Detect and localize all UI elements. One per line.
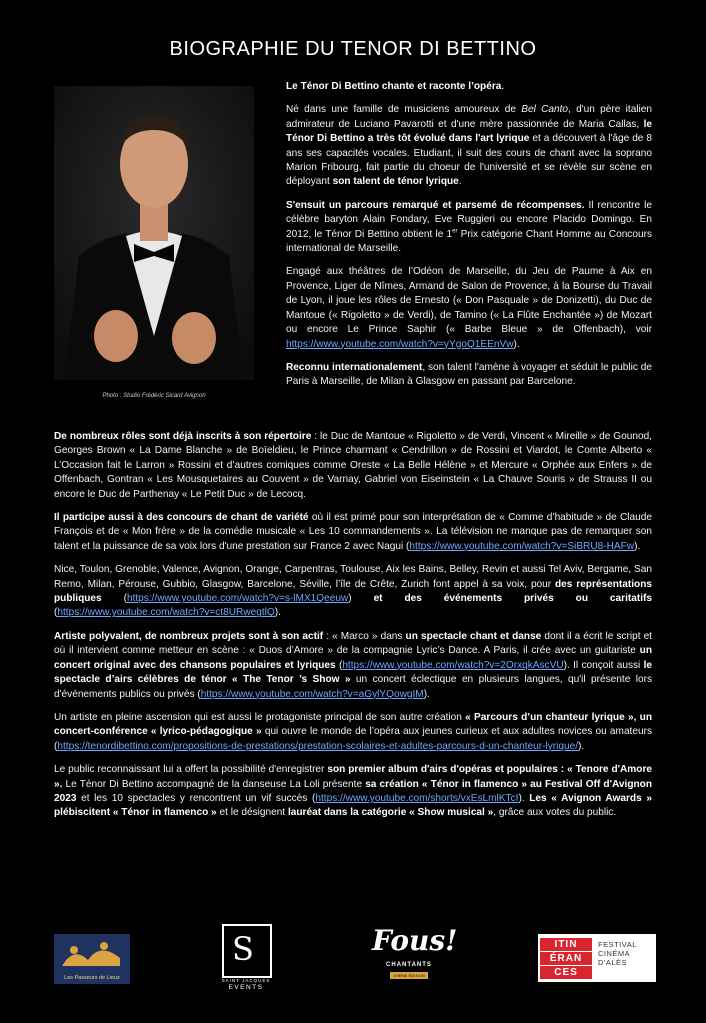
portrait-photo: [54, 86, 254, 380]
intro-paragraph: Le Ténor Di Bettino chante et raconte l’opéra.: [286, 81, 505, 92]
paragraph-theatres: Engagé aux théâtres de l’Odéon de Marseille, du Jeu de Paume à Aix en Provence, Liger de Nîmes, Armand de Salon de Provence, à la Bourse du Travail de Lyon, il joue les rôles de Ernesto (« Don Pasquale » de Donizetti), du Duc de Mantoue (« Rigoletto » de Verdi), de Tamino (« La Flûte Enchantée ») de Mozart ou encore Le Prince Saphir (« Barbe Bleue » de Offenbach), voir https://www.youtube.com/watch?v=yYgoQ1EEnVw).: [286, 266, 652, 350]
page-title: BIOGRAPHIE DU TENOR DI BETTINO: [169, 38, 537, 60]
youtube-link[interactable]: https://www.youtube.com/watch?v=aGylYQowgIM: [200, 688, 424, 700]
youtube-link[interactable]: https://www.youtube.com/watch?v=yYgoQ1EEnVw: [286, 338, 514, 350]
youtube-link[interactable]: https://www.youtube.com/shorts/vxEsLmlKTcI: [315, 792, 519, 804]
sponsor-logos: [0, 920, 706, 1010]
itinerances-festival-logo: ITIN ÉRAN CES FESTIVAL CINÉMA D'ALÈS: [538, 934, 656, 982]
saint-jacques-events-logo: S SAINT JACQUES EVENTS: [214, 924, 278, 990]
paragraph-cities: Nice, Toulon, Grenoble, Valence, Avignon, Orange, Carpentras, Toulouse, Aix les Bains, Belley, Revin et aussi Tel Aviv, Bergame, San Remo, Milan, Pérouse, Gubbio, Glasgow, Barcelone, Séville, l’île de Crête, Zurich font appel à sa voix, pour des représentations publiques (https://www.youtube.com/watch?v=s-lMX1Qeeuw) et des événements privés ou caritatifs (https://www.youtube.com/watch?v=ct8URwegtlQ).: [54, 564, 652, 619]
right-column-text: [286, 80, 652, 399]
paragraph-awards: S'ensuit un parcours remarqué et parsemé de récompenses. Il rencontre le célèbre baryton Alain Fondary, Eve Ruggieri ou encore Placido Domingo. En 2012, le Ténor Di Bettino obtient le 1er Prix catégorie Chant Homme au Concours international de Marseille.: [286, 199, 652, 255]
paragraph-album: Le public reconnaissant lui a offert la possibilité d'enregistrer son premier album d'airs d'opéras et populaires : « Tenore d'Amore ». Le Ténor Di Bettino accompagné de la danseuse La Loli présente sa création « Ténor in flamenco » au Festival Off d'Avignon 2023 et les 10 spectacles y rencontrent un vif succès (https://www.youtube.com/shorts/vxEsLmlKTcI). Les « Avignon Awards » plébiscitent « Ténor in flamenco » et le désignent lauréat dans la catégorie « Show musical », grâce aux votes du public.: [54, 764, 652, 819]
photo-credit: Photo : Studio Frédéric Sicard Avignon: [102, 393, 206, 399]
youtube-link[interactable]: https://www.youtube.com/watch?v=SiBRU8-HAFw: [409, 540, 635, 552]
youtube-link[interactable]: https://www.youtube.com/watch?v=ct8URwegtlQ: [57, 607, 275, 619]
full-width-text: [54, 430, 652, 830]
website-link[interactable]: https://tenordibettino.com/propositions-de-prestations/prestation-scolaires-et-adultes-parcours-d-un-chanteur-lyrique/: [57, 740, 579, 752]
paragraph-creation: Un artiste en pleine ascension qui est aussi le protagoniste principal de son autre création « Parcours d’un chanteur lyrique », un concert-conférence « lyrico-pédagogique » qui ouvre le monde de l’opéra aux jeunes curieux et aux adultes novices ou amateurs (https://tenordibettino.com/propositions-de-prestations/prestation-scolaires-et-adultes-parcours-d-un-chanteur-lyrique/).: [54, 711, 652, 752]
paragraph-repertoire: De nombreux rôles sont déjà inscrits à son répertoire : le Duc de Mantoue « Rigoletto » de Verdi, Vincent « Mireille » de Gounod, Georges Brown « La Dame Blanche » de Boïeldieu, le Prince charmant « Cendrillon » de Rossini et Viardot, le Comte Alberto « L’Occasion fait le Larron » Rossini et d’autres comiques comme Oreste « La Belle Hélène » et Mercure « Orphée aux Enfers » de Offenbach, Gontran « Les Mousquetaires au Couvent » de Varnay, Gabriel von Eiseinstein « La Chauve Souris » de Strauss II ou encore le Duc de Parthenay « Le Petit Duc » de Lecocq.: [54, 431, 652, 500]
intro-text: Le Ténor Di Bettino chante et raconte l’opéra: [286, 81, 502, 92]
fous-chantants-logo: Fous! CHANTANTS XXÈME ÉDITION: [372, 924, 458, 978]
youtube-link[interactable]: https://www.youtube.com/watch?v=s-lMX1Qeeuw: [126, 593, 349, 605]
passeurs-de-lieux-logo: Les Passeurs de Lieux: [54, 934, 130, 984]
paragraph-international: Reconnu internationalement, son talent l'amène à voyager et séduit le public de Paris à Marseille, de Milan à Glasgow en passant par Barcelone.: [286, 361, 653, 388]
paragraph-birth: Né dans une famille de musiciens amoureux de Bel Canto, d'un père italien admirateur de Luciano Pavarotti et d'une mère passionnée de Maria Callas, le Ténor Di Bettino a très tôt évolué dans l'art lyrique et a découvert à l'âge de 8 ans ses capacités vocales. Etudiant, il suit des cours de chant avec la soprano Marion Fribourg, fait partie du choeur de l'université et se révèle sur scène en déployant son talent de ténor lyrique.: [286, 104, 653, 188]
paragraph-projects: Artiste polyvalent, de nombreux projets sont à son actif : « Marco » dans un spectacle chant et danse dont il a écrit le script et où il intervient comme metteur en scène : « Duos d’Amore » de la compagnie Lyric’s Dance. A Paris, il crée avec un guitariste un concert original avec des chansons populaires et lyriques (https://www.youtube.com/watch?v=2OrxqkAscVU). Il conçoit aussi le spectacle d’airs célèbres de ténor « The Tenor ’s Show » un concert éclectique en plusieurs langues, qu'il présente lors d'événements publics ou privés (https://www.youtube.com/watch?v=aGylYQowgIM).: [54, 630, 652, 700]
paragraph-variety: Il participe aussi à des concours de chant de variété où il est primé pour son interprétation de « Comme d’habitude » de Claude François et de « Mon frère » de la comédie musicale « Les 10 commandements ». La télévision ne manque pas de remarquer son talent et la puissance de sa voix lors d'une prestation sur France 2 avec Nagui (https://www.youtube.com/watch?v=SiBRU8-HAFw).: [54, 512, 652, 552]
youtube-link[interactable]: https://www.youtube.com/watch?v=2OrxqkAscVU: [342, 659, 564, 671]
